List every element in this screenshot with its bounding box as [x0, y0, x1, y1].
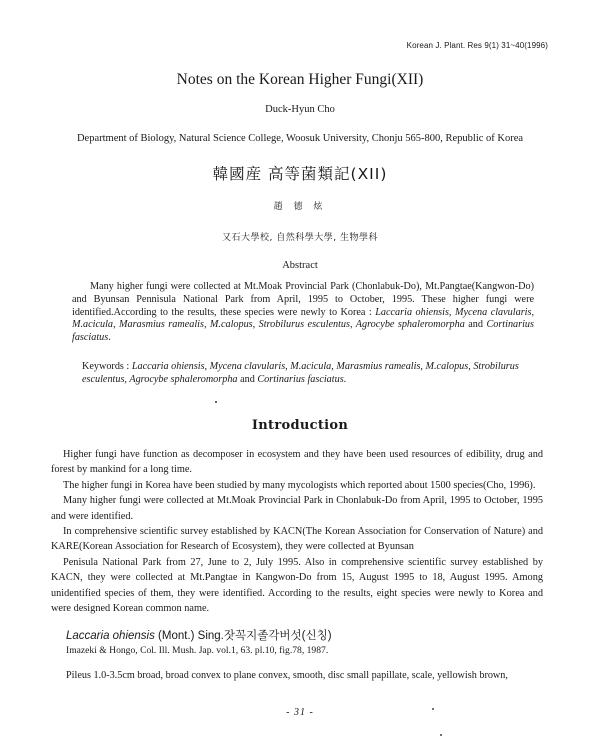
abstract-text: Many higher fungi were collected at Mt.Moak Provincial Park (Chonlabuk-Do), Mt.Pangtae(Kangwon-Do) and Byunsan Pennisula National Park from April, 1995 to October, 1995. These higher fungi were identified.According to the results, these species were newly to Korea : — [72, 281, 534, 318]
korean-author: 趙 德 炫 — [273, 202, 327, 212]
keywords-end: . — [343, 373, 347, 385]
intro-paragraph: Many higher fungi were collected at Mt.Moak Provincial Park in Chonlabuk-Do from April, 1995 to October, 1995 and were identified. — [51, 495, 543, 522]
paper-title: Notes on the Korean Higher Fungi(XII) — [176, 71, 424, 88]
abstract-heading: Abstract — [282, 260, 318, 271]
keywords-connector: and — [237, 373, 258, 385]
intro-paragraph: Higher fungi have function as decomposer in ecosystem and they have been used resources of edibility, drug and forest by mankind for a long time. — [51, 449, 543, 476]
abstract-body — [72, 281, 534, 345]
abstract-connector: and — [464, 319, 487, 331]
introduction-heading: Introduction — [251, 418, 349, 433]
abstract-species-last: Cortinarius fasciatus — [72, 319, 534, 344]
abstract-end: . — [108, 332, 111, 344]
scan-speck — [432, 708, 434, 710]
scan-speck — [215, 401, 217, 403]
introduction-body — [51, 447, 543, 616]
author-name: Duck-Hyun Cho — [265, 104, 335, 115]
korean-title: 韓國産 高等菌類記(XII) — [212, 165, 388, 183]
intro-paragraph: Penisula National Park from 27, June to 2, July 1995. Also in comprehensive scientific survey established by KACN, they were collected at Mt.Pangtae in Kangwon-Do from 15, August 1995 to 18, August 1995. Among unidentified species of them, they were identified. According to the results, eight species were newly to Korea and were designed Korean common name. — [51, 556, 543, 615]
species-reference: Imazeki & Hongo, Col. Ill. Mush. Jap. vol.1, 63. pl.10, fig.78, 1987. — [66, 645, 329, 656]
abstract-species-list: Laccaria ohiensis, Mycena clavularis, M.acicula, Marasmius ramealis, M.calopus, Strobilurus esculentus, Agrocybe sphaleromorpha — [72, 306, 534, 331]
species-authority: (Mont.) Sing. — [154, 630, 224, 642]
scan-speck — [440, 734, 442, 736]
keywords-last: Cortinarius fasciatus — [257, 373, 344, 385]
keywords-list: Laccaria ohiensis, Mycena clavularis, M.acicula, Marasmius ramealis, M.calopus, Strobilurus esculentus, Agrocybe sphaleromorpha — [82, 361, 519, 385]
author-affiliation: Department of Biology, Natural Science College, Woosuk University, Chonju 565-800, Republic of Korea — [76, 133, 524, 144]
journal-reference: Korean J. Plant. Res 9(1) 31~40(1996) — [406, 41, 548, 50]
keywords — [82, 361, 528, 387]
species-korean-name: 잣꼭지졸각버섯(신칭) — [223, 630, 332, 642]
species-heading — [66, 627, 332, 643]
species-name: Laccaria ohiensis — [66, 630, 155, 642]
korean-affiliation: 又石大學校, 自然科學大學, 生物學科 — [222, 233, 378, 243]
species-description: Pileus 1.0-3.5cm broad, broad convex to plane convex, smooth, disc small papillate, scale, yellowish brown, — [66, 670, 508, 681]
intro-paragraph: In comprehensive scientific survey established by KACN(The Korean Association for Conservation of Nature) and KARE(Korean Association for Research of Ecosystem), they were collected at Byunsan — [51, 526, 543, 553]
page-number: - 31 - — [286, 707, 314, 718]
intro-paragraph: The higher fungi in Korea have been studied by many mycologists which reported about 1500 species(Cho, 1996). — [63, 479, 536, 491]
keywords-label: Keywords : — [82, 361, 132, 372]
